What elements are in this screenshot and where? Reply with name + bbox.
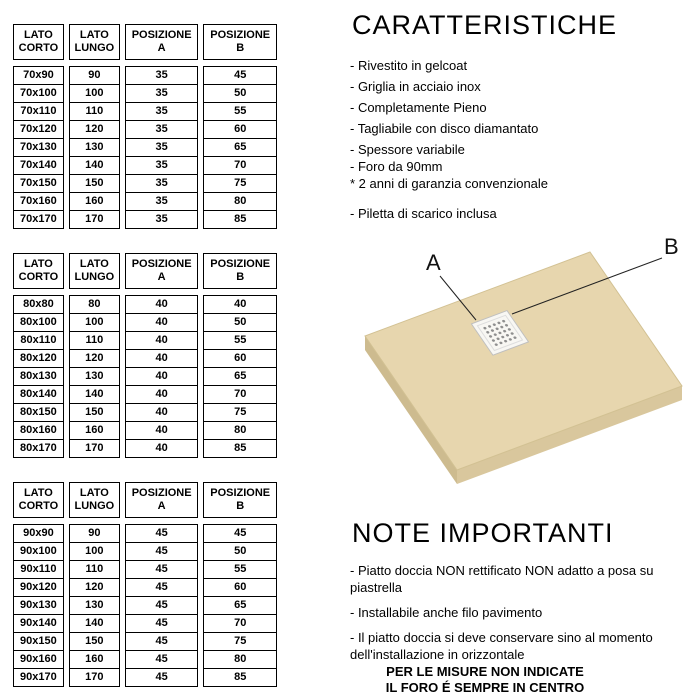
column-header: LATO CORTO	[13, 482, 64, 518]
size-cell: 80x160	[13, 422, 64, 440]
column-header: POSIZIONE A	[125, 482, 199, 518]
value-cell: 110	[69, 332, 120, 350]
value-cell: 65	[203, 139, 277, 157]
size-tables-column	[8, 24, 293, 700]
column-header: POSIZIONE A	[125, 24, 199, 60]
column-header: LATO LUNGO	[69, 24, 120, 60]
value-cell: 80	[69, 295, 120, 314]
size-cell: 80x150	[13, 404, 64, 422]
value-cell: 55	[203, 561, 277, 579]
size-cell: 80x170	[13, 440, 64, 458]
value-cell: 60	[203, 579, 277, 597]
feature-item: - Tagliabile con disco diamantato	[350, 121, 539, 136]
size-cell: 70x100	[13, 85, 64, 103]
size-row	[13, 368, 277, 386]
footer-note-line2: IL FORO É SEMPRE IN CENTRO	[385, 680, 585, 695]
value-cell: 50	[203, 543, 277, 561]
value-cell: 100	[69, 314, 120, 332]
value-cell: 160	[69, 651, 120, 669]
size-cell: 70x110	[13, 103, 64, 121]
size-cell: 90x100	[13, 543, 64, 561]
size-row	[13, 524, 277, 543]
value-cell: 35	[125, 211, 199, 229]
value-cell: 170	[69, 669, 120, 687]
value-cell: 50	[203, 314, 277, 332]
tray-top	[365, 252, 682, 470]
header-row	[13, 24, 277, 60]
column-header: LATO CORTO	[13, 253, 64, 289]
value-cell: 45	[125, 597, 199, 615]
value-cell: 75	[203, 633, 277, 651]
column-header: LATO CORTO	[13, 24, 64, 60]
product-diagram	[350, 236, 696, 508]
size-row	[13, 175, 277, 193]
size-row	[13, 193, 277, 211]
size-cell: 80x110	[13, 332, 64, 350]
value-cell: 45	[125, 561, 199, 579]
label-a: A	[426, 250, 441, 275]
value-cell: 75	[203, 404, 277, 422]
caratteristiche-list	[350, 58, 548, 227]
size-row	[13, 85, 277, 103]
value-cell: 45	[125, 651, 199, 669]
value-cell: 40	[125, 295, 199, 314]
size-row	[13, 157, 277, 175]
size-table-80-series	[8, 253, 282, 458]
feature-item: - Spessore variabile	[350, 142, 465, 157]
size-cell: 70x170	[13, 211, 64, 229]
value-cell: 160	[69, 193, 120, 211]
value-cell: 70	[203, 386, 277, 404]
value-cell: 80	[203, 651, 277, 669]
feature-item: - Piletta di scarico inclusa	[350, 206, 497, 221]
feature-item: - Completamente Pieno	[350, 100, 487, 115]
value-cell: 65	[203, 597, 277, 615]
value-cell: 150	[69, 404, 120, 422]
size-cell: 90x130	[13, 597, 64, 615]
value-cell: 160	[69, 422, 120, 440]
feature-item: - Rivestito in gelcoat	[350, 58, 468, 73]
feature-item: - Foro da 90mm	[350, 159, 443, 174]
info-column	[350, 10, 696, 698]
value-cell: 120	[69, 579, 120, 597]
value-cell: 50	[203, 85, 277, 103]
note-item: - Installabile anche filo pavimento	[350, 605, 543, 620]
feature-item: * 2 anni di garanzia convenzionale	[350, 176, 549, 191]
value-cell: 120	[69, 350, 120, 368]
size-cell: 70x160	[13, 193, 64, 211]
size-row	[13, 404, 277, 422]
value-cell: 60	[203, 350, 277, 368]
value-cell: 110	[69, 103, 120, 121]
value-cell: 40	[125, 422, 199, 440]
size-cell: 90x140	[13, 615, 64, 633]
value-cell: 40	[125, 368, 199, 386]
size-row	[13, 103, 277, 121]
note-item: - Piatto doccia NON rettificato NON adatto a posa su piastrella	[350, 563, 654, 595]
column-header: POSIZIONE A	[125, 253, 199, 289]
size-cell: 70x90	[13, 66, 64, 85]
label-b: B	[664, 236, 679, 259]
value-cell: 110	[69, 561, 120, 579]
size-row	[13, 543, 277, 561]
value-cell: 40	[125, 332, 199, 350]
value-cell: 130	[69, 139, 120, 157]
size-row	[13, 597, 277, 615]
size-row	[13, 579, 277, 597]
value-cell: 100	[69, 543, 120, 561]
value-cell: 120	[69, 121, 120, 139]
value-cell: 140	[69, 386, 120, 404]
header-row	[13, 253, 277, 289]
value-cell: 45	[125, 543, 199, 561]
value-cell: 140	[69, 157, 120, 175]
size-row	[13, 332, 277, 350]
size-cell: 90x90	[13, 524, 64, 543]
size-table-70-series	[8, 24, 282, 229]
column-header: POSIZIONE B	[203, 482, 277, 518]
value-cell: 70	[203, 157, 277, 175]
size-cell: 70x120	[13, 121, 64, 139]
value-cell: 35	[125, 66, 199, 85]
value-cell: 100	[69, 85, 120, 103]
shower-tray-illustration	[350, 236, 696, 508]
value-cell: 85	[203, 669, 277, 687]
size-cell: 80x140	[13, 386, 64, 404]
caratteristiche-title: CARATTERISTICHE	[352, 10, 618, 40]
value-cell: 35	[125, 121, 199, 139]
value-cell: 35	[125, 193, 199, 211]
value-cell: 140	[69, 615, 120, 633]
value-cell: 85	[203, 211, 277, 229]
value-cell: 40	[125, 314, 199, 332]
value-cell: 40	[125, 350, 199, 368]
value-cell: 35	[125, 103, 199, 121]
column-header: LATO LUNGO	[69, 253, 120, 289]
value-cell: 35	[125, 157, 199, 175]
feature-item: - Griglia in acciaio inox	[350, 79, 481, 94]
size-row	[13, 651, 277, 669]
value-cell: 70	[203, 615, 277, 633]
footer-note	[350, 664, 620, 696]
size-table-90-series	[8, 482, 282, 687]
size-row	[13, 314, 277, 332]
value-cell: 150	[69, 175, 120, 193]
size-cell: 70x140	[13, 157, 64, 175]
size-row	[13, 350, 277, 368]
column-header: POSIZIONE B	[203, 24, 277, 60]
value-cell: 55	[203, 103, 277, 121]
value-cell: 130	[69, 597, 120, 615]
value-cell: 45	[125, 633, 199, 651]
value-cell: 40	[125, 386, 199, 404]
value-cell: 45	[125, 524, 199, 543]
value-cell: 80	[203, 193, 277, 211]
size-cell: 90x120	[13, 579, 64, 597]
size-cell: 90x160	[13, 651, 64, 669]
value-cell: 90	[69, 524, 120, 543]
column-header: POSIZIONE B	[203, 253, 277, 289]
value-cell: 75	[203, 175, 277, 193]
size-row	[13, 615, 277, 633]
value-cell: 45	[203, 66, 277, 85]
size-row	[13, 139, 277, 157]
size-row	[13, 66, 277, 85]
value-cell: 150	[69, 633, 120, 651]
value-cell: 85	[203, 440, 277, 458]
value-cell: 90	[69, 66, 120, 85]
note-item: - Il piatto doccia si deve conservare sino al momento dell'installazione in orizzontale	[350, 630, 653, 662]
value-cell: 170	[69, 440, 120, 458]
size-cell: 80x100	[13, 314, 64, 332]
value-cell: 80	[203, 422, 277, 440]
size-row	[13, 211, 277, 229]
note-importanti-title: NOTE IMPORTANTI	[352, 518, 614, 548]
value-cell: 35	[125, 139, 199, 157]
value-cell: 40	[125, 404, 199, 422]
size-cell: 80x80	[13, 295, 64, 314]
footer-note-line1: PER LE MISURE NON INDICATE	[386, 664, 584, 679]
value-cell: 45	[125, 615, 199, 633]
value-cell: 35	[125, 85, 199, 103]
size-row	[13, 633, 277, 651]
size-row	[13, 422, 277, 440]
size-row	[13, 386, 277, 404]
note-importanti-list	[350, 562, 696, 671]
size-row	[13, 669, 277, 687]
size-row	[13, 561, 277, 579]
value-cell: 45	[125, 669, 199, 687]
value-cell: 45	[125, 579, 199, 597]
value-cell: 65	[203, 368, 277, 386]
size-row	[13, 121, 277, 139]
value-cell: 170	[69, 211, 120, 229]
value-cell: 40	[125, 440, 199, 458]
size-row	[13, 440, 277, 458]
value-cell: 45	[203, 524, 277, 543]
column-header: LATO LUNGO	[69, 482, 120, 518]
size-cell: 90x150	[13, 633, 64, 651]
size-cell: 80x130	[13, 368, 64, 386]
size-cell: 70x130	[13, 139, 64, 157]
value-cell: 55	[203, 332, 277, 350]
size-cell: 90x170	[13, 669, 64, 687]
value-cell: 40	[203, 295, 277, 314]
size-cell: 70x150	[13, 175, 64, 193]
value-cell: 35	[125, 175, 199, 193]
value-cell: 130	[69, 368, 120, 386]
header-row	[13, 482, 277, 518]
size-cell: 80x120	[13, 350, 64, 368]
size-cell: 90x110	[13, 561, 64, 579]
size-row	[13, 295, 277, 314]
value-cell: 60	[203, 121, 277, 139]
